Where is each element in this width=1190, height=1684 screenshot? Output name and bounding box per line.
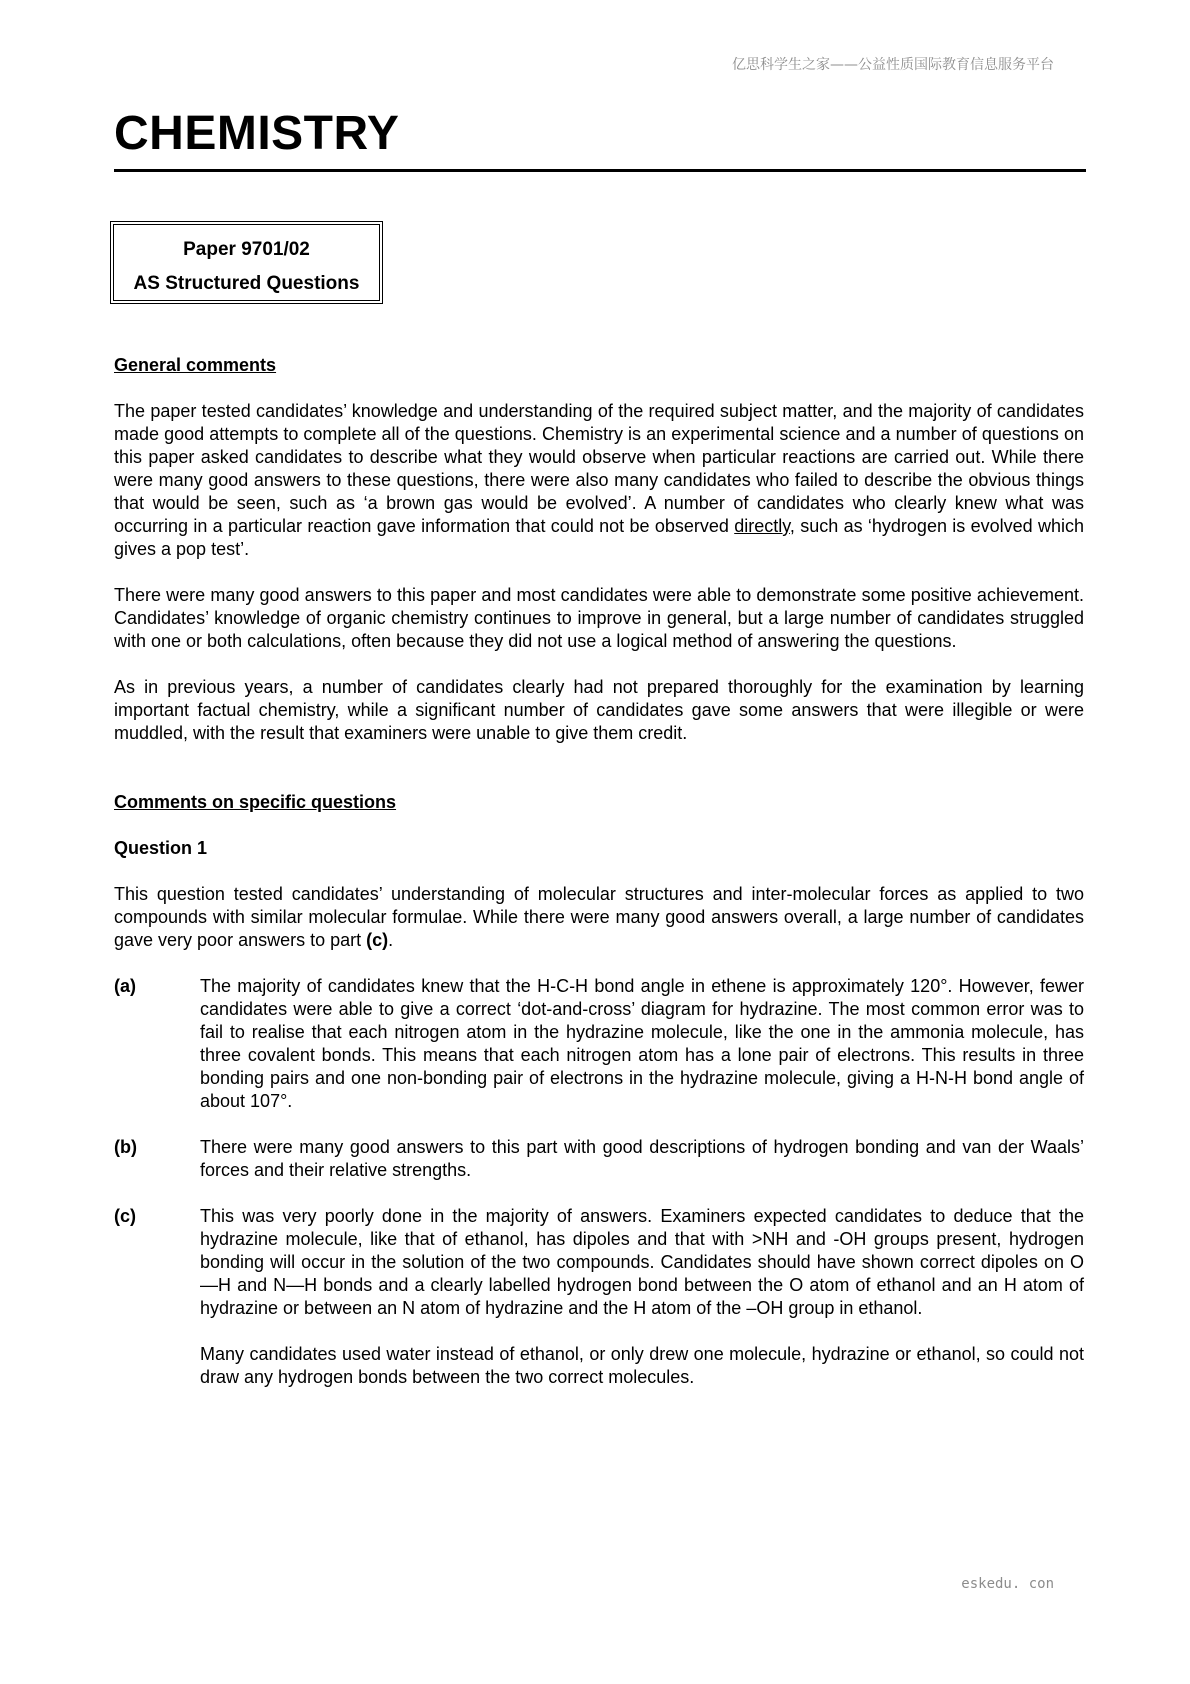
list-item [114,1205,1084,1320]
question-1-heading: Question 1 [114,838,208,858]
list-item [114,1136,1084,1182]
general-comments-heading: General comments [114,355,277,375]
item-text: There were many good answers to this part with good descriptions of hydrogen bonding and van der Waals’ forces and their relative strengths. [200,1137,1084,1180]
q1-intro-a: This question tested candidates’ understanding of molecular structures and inter-molecular forces as applied to two compounds with similar molecular formulae. While there were many good answers overall, a large number of candidates gave very poor answers to part [114,884,1084,950]
q1-intro-c: . [388,930,394,950]
general-paragraph-2: There were many good answers to this paper and most candidates were able to demonstrate some positive achievement. Candidates’ knowledge of organic chemistry continues to improve in general, but a large number of candidates struggled with one or both calculations, often because they did not use a logical method of answering the questions. [114,585,1084,651]
list-item [114,975,1084,1113]
general-p1-underlined: directly [734,516,790,536]
item-text: This was very poorly done in the majority of answers. Examiners expected candidates to deduce that the hydrazine molecule, like that of ethanol, has dipoles and that with >NH and -OH groups present, hydrogen bonding will occur in the solution of the two compounds. Candidates should have shown correct dipoles on O—H and N—H bonds and a clearly labelled hydrogen bond between the O atom of ethanol and an H atom of hydrazine or between an N atom of hydrazine and the H atom of the –OH group in ethanol. [200,1206,1084,1318]
paper-number: Paper 9701/02 [183,239,310,260]
q1-intro-part-ref: (c) [366,930,389,950]
general-p1-text-a: The paper tested candidates’ knowledge and understanding of the required subject matter, and the majority of candidates made good attempts to complete all of the questions. Chemistry is an experimental science and a number of questions on this paper asked candidates to describe what they would observe when particular reactions are carried out. While there were many good answers to these questions, there were also many candidates who failed to describe the obvious things that would be seen, such as ‘a brown gas would be evolved’. A number of candidates who clearly knew what was occurring in a particular reaction gave information that could not be observed [114,401,1084,536]
question-1-intro [114,883,1084,952]
paper-subtitle: AS Structured Questions [133,273,360,294]
item-c-followup: Many candidates used water instead of ethanol, or only drew one molecule, hydrazine or ethanol, so could not draw any hydrogen bonds between the two correct molecules. [200,1344,1084,1387]
paper-info-box [110,221,383,304]
document-body [114,354,1084,1389]
general-paragraph-3: As in previous years, a number of candidates clearly had not prepared thoroughly for the examination by learning important factual chemistry, while a significant number of candidates gave some answers that were illegible or were muddled, with the result that examiners were unable to give them credit. [114,677,1084,743]
general-p1-text-b: , such as ‘hydrogen is evolved which gives a pop test’. [114,516,1084,559]
item-label: (c) [114,1206,136,1226]
watermark-text: 亿思科学生之家——公益性质国际教育信息服务平台 [732,57,1054,73]
specific-comments-heading: Comments on specific questions [114,792,397,812]
title-divider [114,169,1086,172]
footer-site-text: eskedu. con [961,1576,1054,1592]
item-label: (b) [114,1137,137,1157]
general-paragraph-1 [114,400,1084,561]
item-label: (a) [114,976,136,996]
page-title: CHEMISTRY [114,107,400,160]
item-text: The majority of candidates knew that the H-C-H bond angle in ethene is approximately 120°. However, fewer candidates were able to give a correct ‘dot-and-cross’ diagram for hydrazine. The most common error was to fail to realise that each nitrogen atom in the hydrazine molecule, like the one in the ammonia molecule, has three covalent bonds. This means that each nitrogen atom has a lone pair of electrons. This results in three bonding pairs and one non-bonding pair of electrons in the hydrazine molecule, giving a H-N-H bond angle of about 107°. [200,976,1084,1111]
